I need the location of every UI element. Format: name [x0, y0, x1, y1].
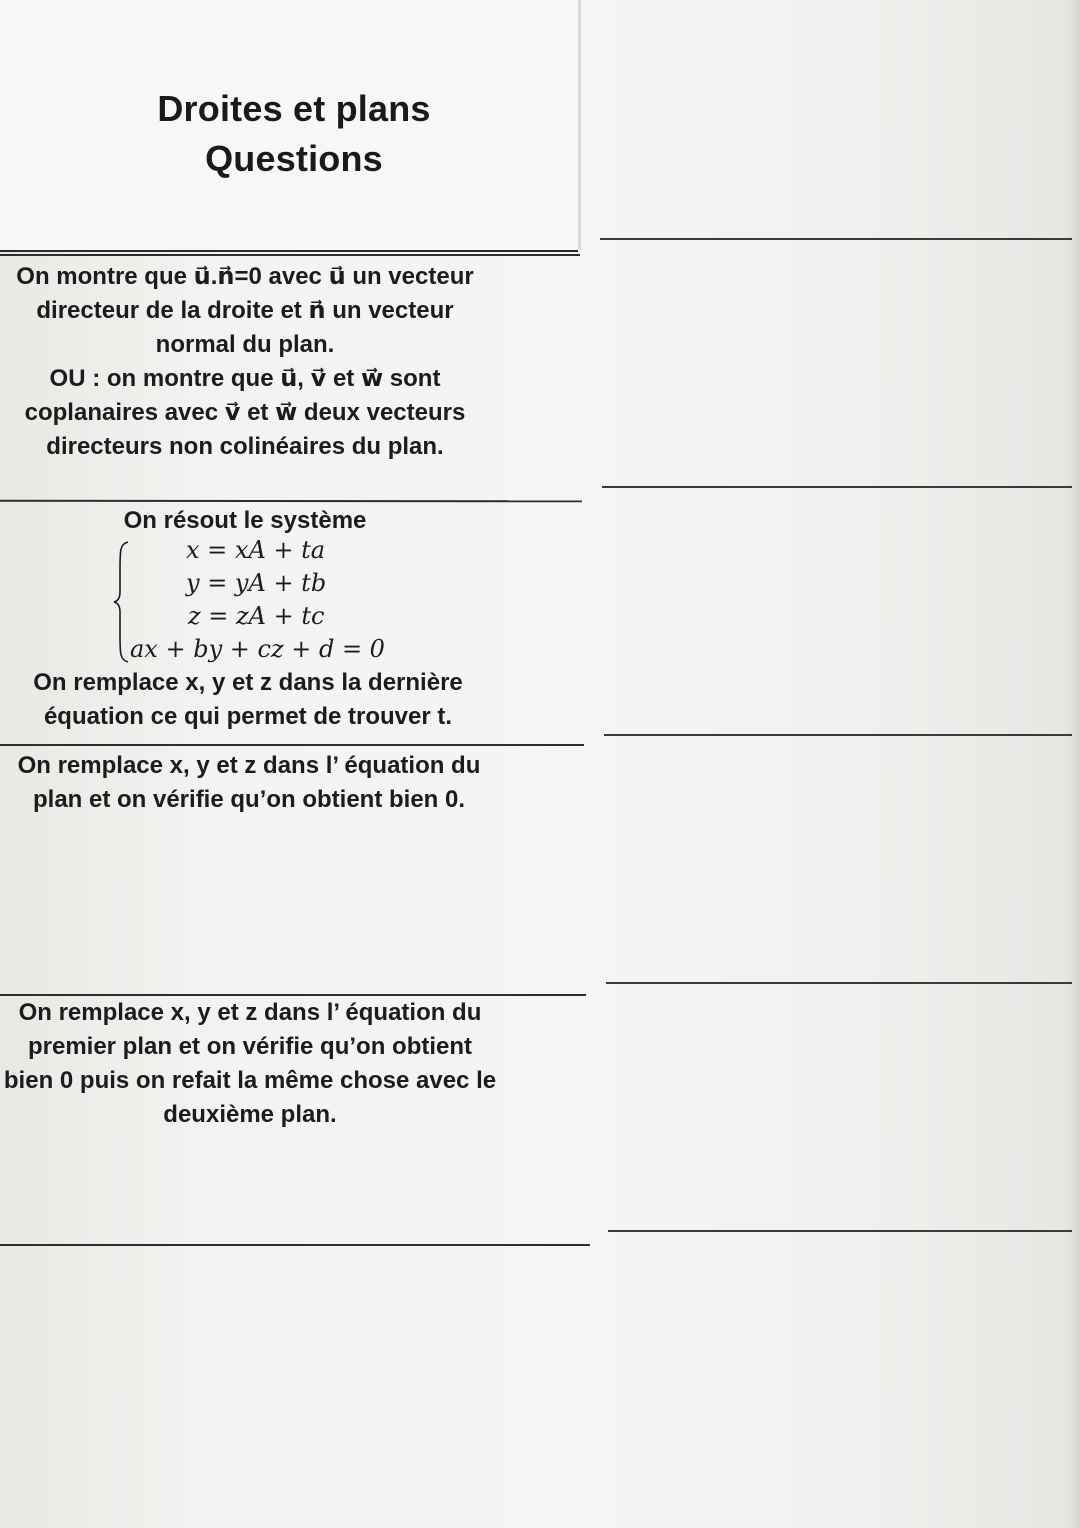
answer-3-line-1: On remplace x, y et z dans l’ équation du	[17, 752, 481, 779]
answer-1-line-2: directeur de la droite et n⃗ un vecteur	[36, 297, 454, 324]
answer-4-line-3: bien 0 puis on refait la même chose avec le	[3, 1067, 497, 1094]
divider-left-5	[0, 1244, 590, 1246]
answer-1-line-1: On montre que u⃗.n⃗=0 avec u⃗ un vecteur	[16, 263, 474, 290]
fold-mark	[578, 0, 581, 250]
answer-1-line-3: normal du plan.	[155, 331, 335, 358]
title-card	[0, 0, 578, 252]
answer-4-line-1: On remplace x, y et z dans l’ équation du	[18, 999, 482, 1026]
divider-right-4	[606, 982, 1072, 984]
answer-card-3	[0, 749, 498, 817]
answer-card-2-text	[0, 666, 496, 734]
paper-edge-shadow	[1066, 0, 1080, 1528]
divider-right-1	[600, 238, 1072, 240]
answer-card-2	[0, 504, 490, 538]
divider-left-3	[0, 744, 584, 746]
answer-3-line-2: plan et on vérifie qu’on obtient bien 0.	[32, 786, 466, 813]
divider-left-1	[0, 254, 580, 256]
left-brace-icon	[112, 540, 132, 664]
divider-right-2	[602, 486, 1072, 488]
answer-4-line-4: deuxième plan.	[163, 1101, 337, 1128]
title-line-2: Questions	[205, 138, 383, 179]
answer-2-line-2: équation ce qui permet de trouver t.	[43, 703, 453, 730]
answer-1-line-4: OU : on montre que u⃗, v⃗ et w⃗ sont	[49, 365, 441, 392]
answer-4-line-2: premier plan et on vérifie qu’on obtient	[27, 1033, 473, 1060]
system-equation-1: x = xA + ta	[186, 536, 326, 564]
answer-2-line-1: On remplace x, y et z dans la dernière	[33, 669, 463, 696]
title-line-1: Droites et plans	[157, 88, 431, 129]
system-equation-3: z = zA + tc	[188, 602, 325, 630]
answer-1-line-6: directeurs non colinéaires du plan.	[46, 433, 444, 460]
system-equation-4: ax + by + cz + d = 0	[130, 635, 385, 663]
answer-card-4	[0, 996, 500, 1132]
divider-right-3	[604, 734, 1072, 736]
equation-system	[112, 536, 412, 666]
divider-right-5	[608, 1230, 1072, 1232]
answer-2-intro: On résout le système	[123, 507, 367, 534]
answer-card-1	[0, 260, 490, 464]
answer-1-line-5: coplanaires avec v⃗ et w⃗ deux vecteurs	[24, 399, 466, 426]
system-equation-2: y = yA + tb	[186, 569, 327, 597]
